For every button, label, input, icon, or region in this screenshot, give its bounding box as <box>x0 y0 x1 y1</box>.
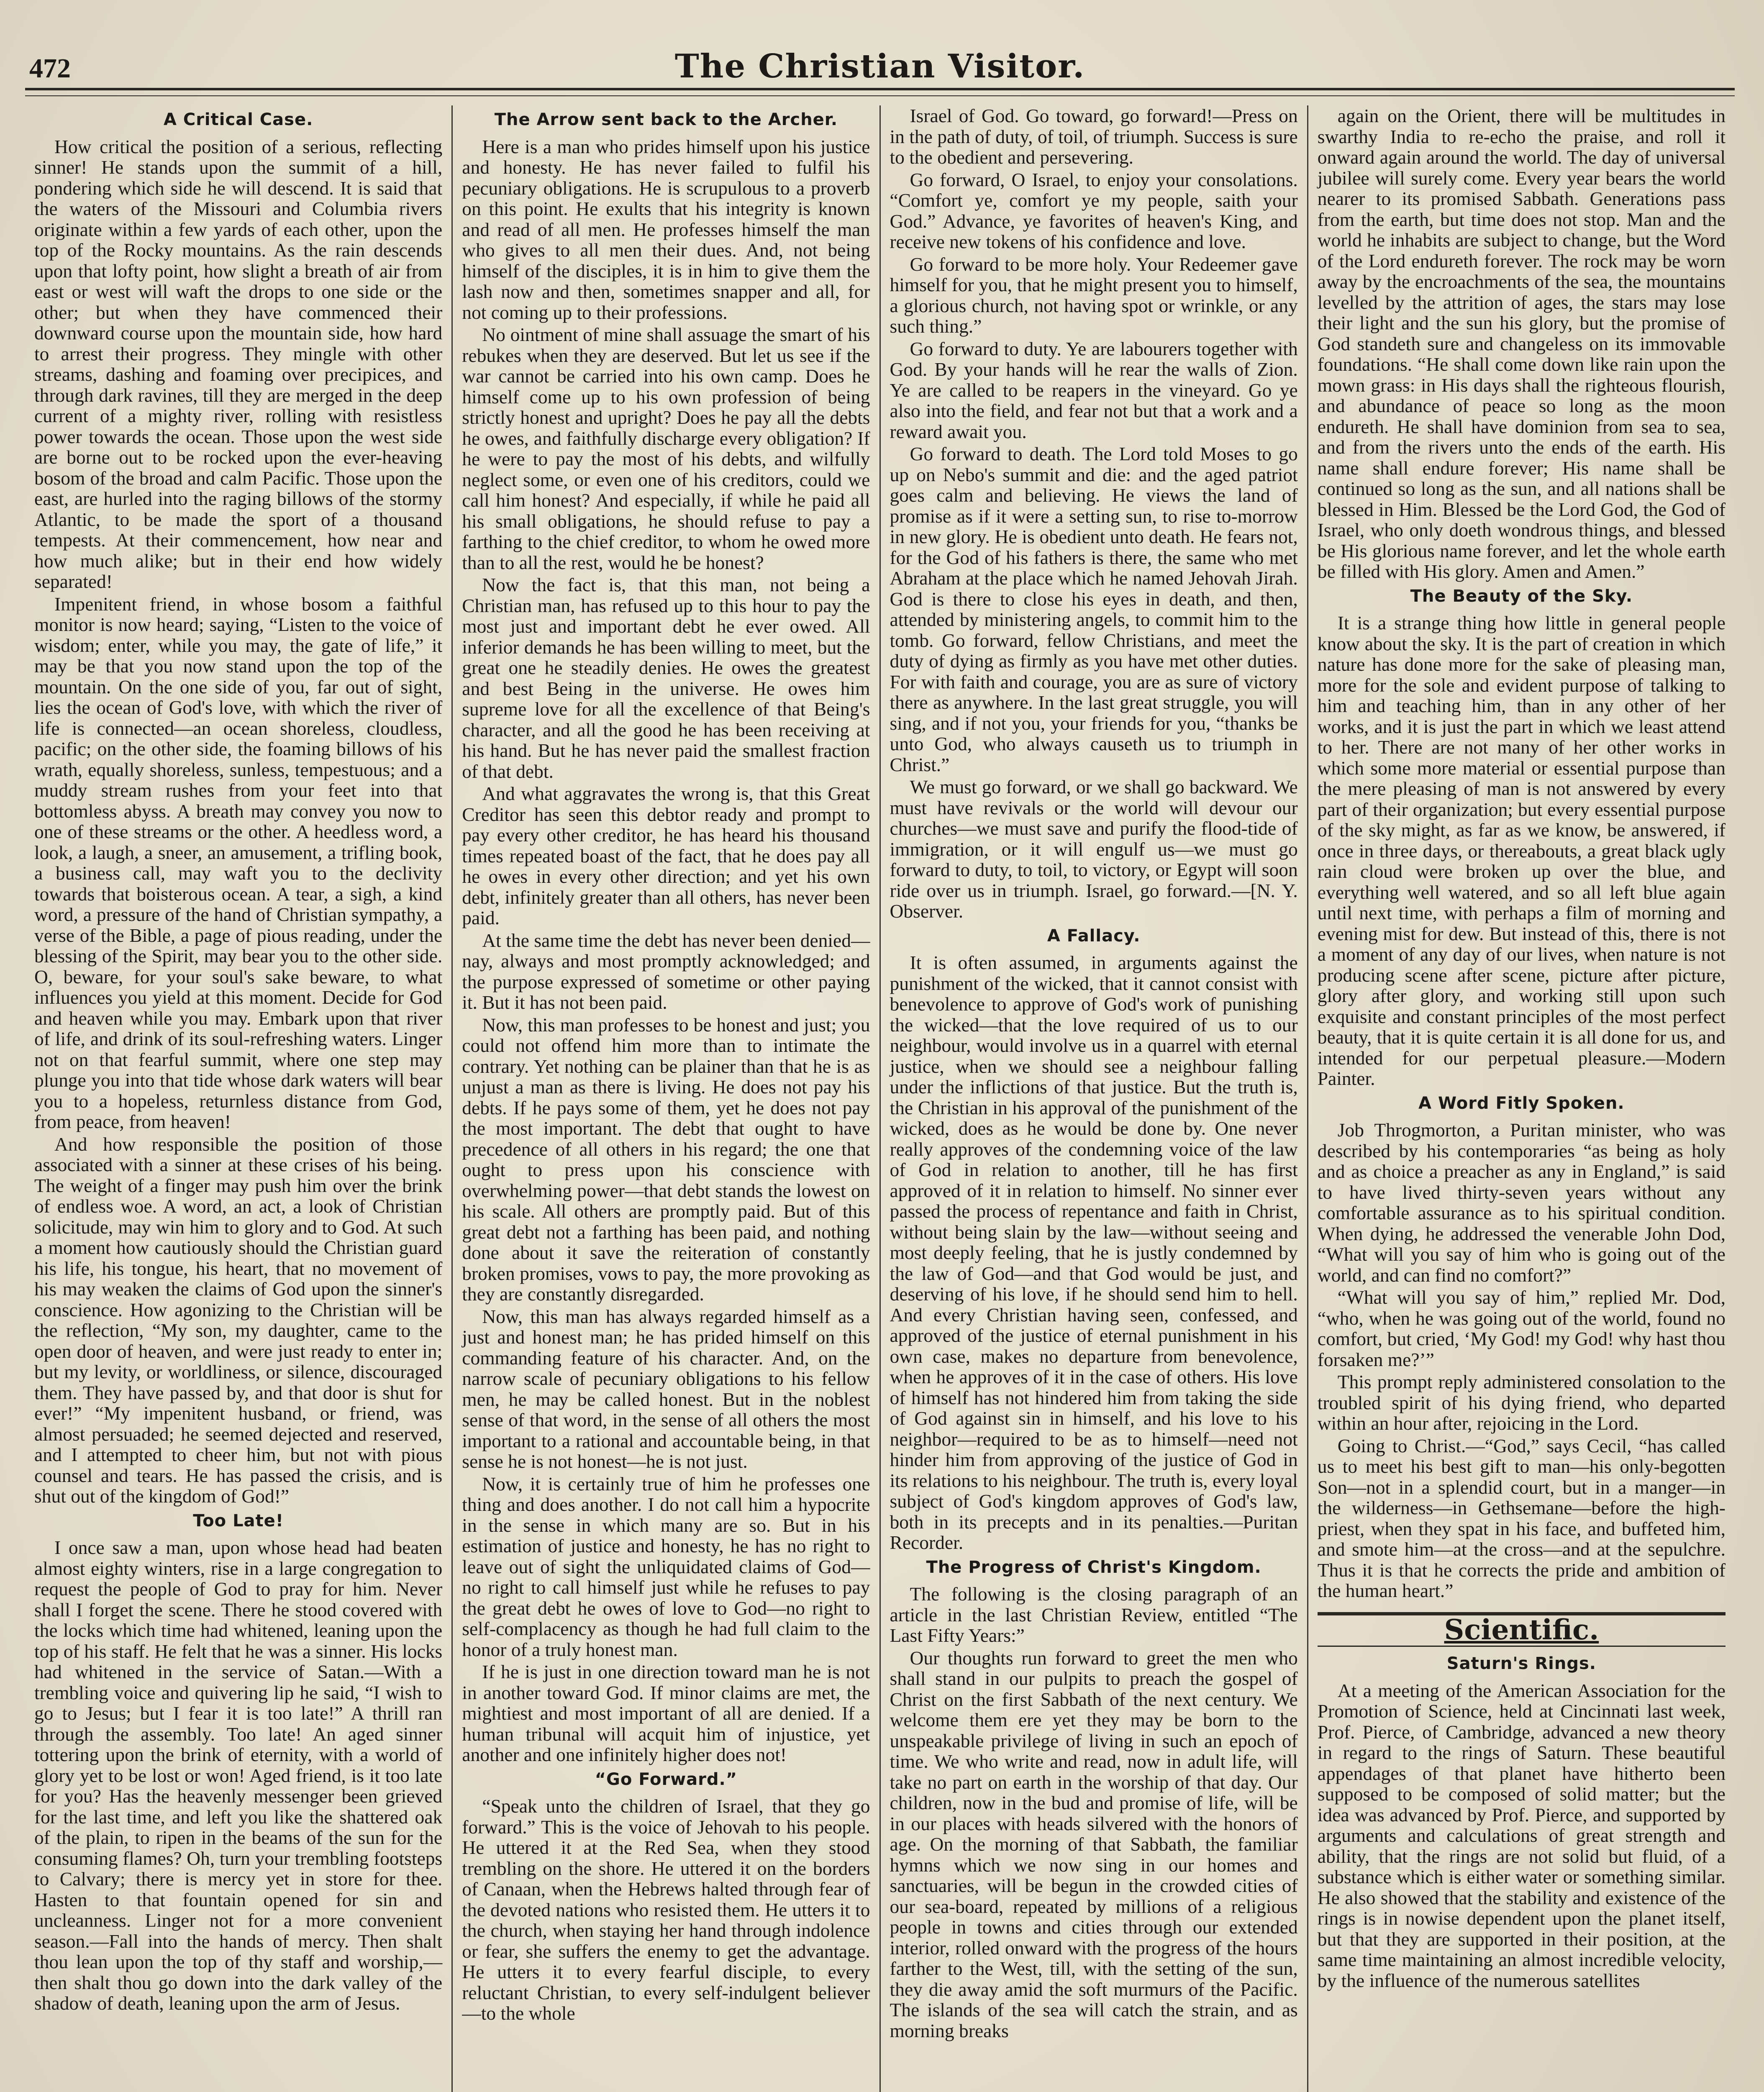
header-rule <box>25 92 1735 96</box>
article-paragraph: At a meeting of the American Association for the Promotion of Science, held at Cincinnati last week, Prof. Pierce, of Cambridge, advanced a new theory in regard to the rings of Saturn. These beautiful appendages of that planet have hitherto been supposed to be composed of solid matter; but the idea was advanced by Prof. Pierce, and supported by arguments and calculations of great strength and ability, that the rings are not solid but fluid, of a substance which is either water or something similar. He also showed that the stability and existence of the rings is in nowise dependent upon the planet itself, but that they are supported in their position, at the same time maintaining an almost incredible velocity, by the influence of the numerous satellites <box>1317 1679 1726 1991</box>
article <box>462 1769 870 2024</box>
article-title: The Beauty of the Sky. <box>1410 586 1633 606</box>
article-title: “Go Forward.” <box>595 1769 737 1789</box>
section-heading <box>1318 1612 1726 1647</box>
article-title: The Progress of Christ's Kingdom. <box>926 1557 1261 1577</box>
article-paragraph: “Speak unto the children of Israel, that they go forward.” This is the voice of Jehovah to his people. He uttered it at the Red Sea, when they stood trembling on the shore. He uttered it on the borders of Canaan, when the Hebrews halted through fear of the devoted nations who resisted them. He utters it to the church, when staying her hand through indolence or fear, she suffers the enemy to get the advantage. He utters it to every fearful disciple, to every reluctant Christian, to every self-indulgent believer—to the whole <box>462 1795 870 2024</box>
article-title: A Fallacy. <box>1047 926 1141 946</box>
article-paragraph: Now, it is certainly true of him he professes one thing and does another. I do not call him a hypocrite in the sense in which many are so. But in his estimation of justice and honesty, he has no right to leave out of sight the unliquidated claims of God—no right to call himself just while he refuses to pay the great debt he owes of love to God—no right to self-complacency as though he had full claim to the honor of a truly honest man. <box>462 1473 870 1660</box>
article-paragraph: If he is just in one direction toward man he is not in another toward God. If minor claims are met, the mightiest and most important of all are denied. If a human tribunal will acquit him of injustice, yet another and one infinitely higher does not! <box>462 1661 870 1765</box>
column-4 <box>1308 105 1735 2092</box>
article-paragraph: Israel of God. Go toward, go forward!—Press on in the path of duty, of toil, of triumph. Success is sure to the obedient and persevering. <box>890 105 1298 168</box>
article-paragraph: Now, this man has always regarded himself as a just and honest man; he has prided himself on this commanding feature of his character. And, on the narrow scale of pecuniary obligations to his fellow men, he may be called honest. But in the noblest sense of that word, in the sense of all others the most important to a rational and accountable being, in that sense he is not honest—he is not just. <box>462 1305 870 1472</box>
article-title: The Arrow sent back to the Archer. <box>494 110 838 129</box>
article-paragraph: “What will you say of him,” replied Mr. Dod, “who, when he was going out of the world, found no comfort, but cried, ‘My God! my God! why hast thou forsaken me?’” <box>1317 1287 1726 1370</box>
article-paragraph: Go forward to death. The Lord told Moses to go up on Nebo's summit and die: and the aged patriot goes calm and believing. He views the land of promise as if it were a setting sun, to rise to-morrow in new glory. He is obedient unto death. He fears not, for the God of his fathers is there, the same who met Abraham at the place which he named Jehovah Jirah. God is there to close his eyes in death, and then, attended by ministering angels, to commit him to the tomb. Go forward, fellow Christians, and meet the duty of dying as firmly as you have met other duties. For with faith and courage, you are as sure of victory there as anywhere. In the last great struggle, you will sing, and if not you, your friends for you, “thanks be unto God, who always causeth us to triumph in Christ.” <box>890 443 1298 775</box>
article <box>890 105 1298 922</box>
article-title: Saturn's Rings. <box>1446 1654 1596 1673</box>
article <box>34 110 442 1507</box>
article-paragraph: It is often assumed, in arguments against the punishment of the wicked, that it cannot consist with benevolence to approve of God's work of punishing the wicked—that the love required of us to our neighbour, would involve us in a quarrel with eternal justice, when we should see a neighbour falling under the inflictions of that justice. But the truth is, the Christian in his approval of the punishment of the wicked, does as he would be done by. One never really approves of the condemning voice of the law of God in relation to another, till he has first approved of it in relation to himself. No sinner ever passed the process of repentance and faith in Christ, without being slain by the law—without seeing and most deeply feeling, that he is justly condemned by the law of God—and that God would be just, and deserving of his love, if he should send him to hell. And every Christian having seen, confessed, and approved of the justice of eternal punishment in his own case, makes no departure from benevolence, when he approves of it in the case of others. His love of himself has not hindered him from taking the side of God against sin in himself, and his love to his neighbor—required to be as to himself—need not hinder him from approving of the justice of God in its relations to his neighbour. The truth is, every loyal subject of God's kingdom approves of God's law, both in its precepts and in its penalties.—Puritan Recorder. <box>890 952 1298 1553</box>
article-paragraph: again on the Orient, there will be multitudes in swarthy India to re-echo the praise, and roll it onward again around the world. The day of universal jubilee will surely come. Every year bears the world nearer to its promised Sabbath. Generations pass from the earth, but time does not stop. Man and the world he inhabits are subject to change, but the Word of the Lord endureth forever. The rock may be worn away by the encroachments of the sea, the mountains levelled by the attrition of ages, the stars may lose their light and the sun his glory, but the promise of God standeth sure and changeless on its immovable foundations. “He shall come down like rain upon the mown grass: in His days shall the righteous flourish, and abundance of peace so long as the moon endureth. He shall have dominion from sea to sea, and from the rivers unto the ends of the earth. His name shall endure forever; His name shall be continued so long as the sun, and all nations shall be blessed in Him. Blessed be the Lord God, the God of Israel, who only doeth wondrous things, and blessed be His glorious name forever, and let the whole earth be filled with His glory. Amen and Amen.” <box>1317 105 1726 582</box>
article-paragraph: Here is a man who prides himself upon his justice and honesty. He has never failed to fulfil his pecuniary obligations. He is scrupulous to a proverb on this point. He exults that his integrity is known and read of all men. He professes himself the man who gives to all men their dues. And, not being himself of the disciples, it is in him to give them the lash now and then, sometimes snapper and all, for not coming up to their professions. <box>462 136 870 323</box>
article-paragraph: Go forward to be more holy. Your Redeemer gave himself for you, that he might present you to himself, a glorious church, not having spot or wrinkle, or any such thing.” <box>890 253 1298 337</box>
article <box>890 1557 1298 2041</box>
article <box>1318 1093 1726 1601</box>
article-paragraph: Now the fact is, that this man, not being a Christian man, has refused up to this hour to pay the most just and important debt he ever owed. All inferior demands he has been willing to meet, but the great one he steadily denies. He owes the greatest and best Being in the universe. He owes him supreme love for all the excellence of that Being's character, and all the good he has been receiving at his hand. But he has never paid the smallest fraction of that debt. <box>462 574 870 782</box>
columns <box>25 105 1735 2092</box>
article-title: Too Late! <box>193 1511 284 1531</box>
page-header <box>25 42 1735 90</box>
article-paragraph: Job Throgmorton, a Puritan minister, who was described by his contemporaries “as being as holy and as choice a preacher as any in England,” is said to have lived thirty-seven years without any comfortable assurance as to his spiritual condition. When dying, he addressed the venerable John Dod, “What will you say of him who is going out of the world, and can find no comfort?” <box>1317 1119 1726 1286</box>
masthead-title: The Christian Visitor. <box>674 47 1085 85</box>
article <box>34 1511 442 2014</box>
column-1 <box>25 105 453 2092</box>
article <box>1318 1612 1726 1991</box>
article-paragraph: How critical the position of a serious, reflecting sinner! He stands upon the summit of a hill, pondering which side he will descend. It is said that the waters of the Missouri and Columbia rivers originate within a few yards of each other, upon the top of the Rocky mountains. As the rain descends upon that lofty point, how slight a breath of air from east or west will waft the drops to one side or the other; but when they have commenced their downward course upon the mountain side, how hard to arrest their progress. They mingle with other streams, dashing and foaming over precipices, and through dark ravines, till they are merged in the deep current of a mighty river, rolling with resistless power towards the ocean. Those upon the west side are borne out to be rocked upon the ever-heaving bosom of the broad and calm Pacific. Those upon the east, are hurled into the raging billows of the stormy Atlantic, to be made the sport of a thousand tempests. At their commencement, how near and how much alike; but in their end how widely separated! <box>34 136 443 592</box>
article-paragraph: Our thoughts run forward to greet the men who shall stand in our pulpits to preach the gospel of Christ on the first Sabbath of the next century. We welcome them ere yet they may be born to the unspeakable privilege of living in such an epoch of time. We who write and read, now in adult life, will take no part on earth in the worship of that day. Our children, now in the bud and promise of life, will be in our places with heads silvered with the honors of age. On the morning of that Sabbath, the familiar hymns which we now sing in our homes and sanctuaries, will be begun in the crowded cities of our sea-board, repeated by millions of a religious people in towns and cities through our extended interior, rolled onward with the progress of the hours farther to the West, till, with the setting of the sun, they die away amid the soft murmurs of the Pacific. The islands of the sea will catch the strain, and as morning breaks <box>890 1647 1298 2041</box>
article-paragraph: At the same time the debt has never been denied—nay, always and most promptly acknowledged; and the purpose expressed of sometime or other paying it. But it has not been paid. <box>462 929 870 1013</box>
article-paragraph: We must go forward, or we shall go backward. We must have revivals or the world will devour our churches—we must save and purify the flood-tide of immigration, or it will engulf us—we must go forward to duty, to toil, to victory, or Egypt will soon ride over us in triumph. Israel, go forward.—[N. Y. Observer. <box>890 776 1298 922</box>
article-paragraph: It is a strange thing how little in general people know about the sky. It is the part of creation in which nature has done more for the sake of pleasing man, more for the sole and evident purpose of talking to him and teaching him, than in any other of her works, and it is just the part in which we least attend to her. There are not many of her other works in which some more material or essential purpose than the mere pleasing of man is not answered by every part of their organization; but every essential purpose of the sky might, as far as we know, be answered, if once in three days, or thereabouts, a great black ugly rain cloud were broken up over the blue, and everything well watered, and so all left blue again until next time, with perhaps a film of morning and evening mist for dew. But instead of this, there is not a moment of any day of our lives, when nature is not producing scene after scene, picture after picture, glory after glory, and working still upon such exquisite and constant principles of the most perfect beauty, that it is quite certain it is all done for us, and intended for our perpetual pleasure.—Modern Painter. <box>1317 612 1726 1089</box>
article-paragraph: And what aggravates the wrong is, that this Great Creditor has seen this debtor ready and prompt to pay every other creditor, he has heard his thousand times repeated boast of the fact, that he does pay all he owes in every other direction; and yet his own debt, infinitely greater than all others, has never been paid. <box>462 783 870 928</box>
article-paragraph: Go forward to duty. Ye are labourers together with God. By your hands will he rear the walls of Zion. Ye are called to be reapers in the vineyard. Go ye also into the field, and fear not but that a work and a reward await you. <box>890 338 1298 442</box>
article <box>462 110 870 1765</box>
page-number: 472 <box>29 53 71 84</box>
article-paragraph: This prompt reply administered consolation to the troubled spirit of his dying friend, who departed within an hour after, rejoicing in the Lord. <box>1317 1371 1726 1434</box>
article-paragraph: No ointment of mine shall assuage the smart of his rebukes when they are deserved. But let us see if the war cannot be carried into his own camp. Does he himself come up to his own profession of being strictly honest and upright? Does he pay all the debts he owes, and faithfully discharge every obligation? If he were to pay the most of his debts, and wilfully neglect some, or even one of his creditors, could we call him honest? And especially, if while he paid all his small obligations, he should refuse to pay a farthing to the chief creditor, to whom he owed more than to all the rest, would he be honest? <box>462 324 870 573</box>
article-paragraph: And how responsible the position of those associated with a sinner at these crises of his being. The weight of a finger may push him over the brink of endless woe. A word, an act, a look of Christian solicitude, may win him to glory and to God. At such a moment how cautiously should the Christian guard his life, his tongue, his heart, that no movement of his may weaken the claims of God upon the sinner's conscience. How agonizing to the Christian will be the reflection, “My son, my daughter, came to the open door of heaven, and were just ready to enter in; but my levity, or worldliness, or silence, discouraged them. They have passed by, and that door is shut for ever!” “My impenitent husband, or friend, was almost persuaded; he seemed dejected and reserved, and I attempted to cheer him, but not with pious counsel and tears. He has passed the crisis, and is shut out of the kingdom of God!” <box>34 1133 443 1507</box>
article-paragraph: Going to Christ.—“God,” says Cecil, “has called us to meet his best gift to man—his only-begotten Son—not in a splendid court, but in a manger—in the wilderness—in Gethsemane—before the high-priest, when they spat in his face, and buffeted him, and smote him—at the cross—and at the sepulchre. Thus it is that he corrects the pride and ambition of the human heart.” <box>1317 1435 1726 1601</box>
article-paragraph: Go forward, O Israel, to enjoy your consolations. “Comfort ye, comfort ye my people, saith your God.” Advance, ye favorites of heaven's King, and receive new tokens of his confidence and love. <box>890 169 1298 252</box>
article <box>1318 586 1726 1089</box>
article-title: A Critical Case. <box>163 110 313 129</box>
article <box>1318 105 1726 582</box>
article-paragraph: I once saw a man, upon whose head had beaten almost eighty winters, rise in a large congregation to request the people of God to pray for him. Never shall I forget the scene. There he stood covered with the locks which time had whitened, leaning upon the top of his staff. He felt that he was a sinner. His locks had whitened in the service of Satan.—With a trembling voice and quivering lip he said, “I wish to go to Jesus; but I fear it is too late!” A thrill ran through the assembly. Too late! An aged sinner tottering upon the brink of eternity, with a world of glory yet to be lost or won! Aged friend, is it too late for you? Has the heavenly messenger been grieved for the last time, and left you like the shattered oak of the plain, to ripen in the beams of the sun for the consuming flames? Oh, turn your trembling footsteps to Calvary; there is mercy yet in store for thee. Hasten to that fountain opened for sin and uncleanness. Linger not for a more convenient season.—Fall into the hands of mercy. Then shalt thou lean upon the top of thy staff and worship,—then shalt thou go down into the dark valley of the shadow of death, leaning upon the arm of Jesus. <box>34 1537 443 2014</box>
article-paragraph: Now, this man professes to be honest and just; you could not offend him more than to intimate the contrary. Yet nothing can be plainer than that he is as unjust a man as there is living. He does not pay his debts. If he pays some of them, yet he does not pay the most important. The debt that ought to have precedence of all others in his regard; the one that ought to press upon his conscience with overwhelming power—that debt stands the lowest on his scale. All others are promptly paid. But of this great debt not a farthing has been paid, and nothing done about it save the reiteration of constantly broken promises, vows to pay, the more provoking as they are constantly disregarded. <box>462 1014 870 1305</box>
column-3 <box>881 105 1308 2092</box>
section-heading-text: Scientific. <box>1444 1613 1599 1646</box>
article-paragraph: The following is the closing paragraph of an article in the last Christian Review, entitled “The Last Fifty Years:” <box>890 1583 1298 1646</box>
column-2 <box>453 105 880 2092</box>
article-paragraph: Impenitent friend, in whose bosom a faithful monitor is now heard; saying, “Listen to the voice of wisdom; enter, while you may, the gate of life,” it may be that you now stand upon the top of the mountain. On the one side of you, far out of sight, lies the ocean of God's love, with which the river of life is connected—an ocean shoreless, cloudless, pacific; on the other side, the foaming billows of his wrath, equally shoreless, sunless, tempestuous; and a muddy stream rushes from your feet into that bottomless abyss. A breath may convey you now to one of these streams or the other. A heedless word, a look, a laugh, a sneer, an amusement, a trifling book, a business call, may waft you to the declivity towards that boisterous ocean. A tear, a sigh, a kind word, a pressure of the hand of Christian sympathy, a verse of the Bible, a page of pious reading, under the blessing of the Spirit, may bear you to the other side. O, beware, for your soul's sake beware, to what influences you yield at this moment. Decide for God and heaven while you may. Embark upon that river of life, and drink of its soul-refreshing waters. Linger not on that fearful summit, where one step may plunge you into that tide whose dark waters will bear you to a hopeless, returnless distance from God, from peace, from heaven! <box>34 593 443 1132</box>
article-title: A Word Fitly Spoken. <box>1418 1093 1625 1113</box>
article <box>890 926 1298 1553</box>
